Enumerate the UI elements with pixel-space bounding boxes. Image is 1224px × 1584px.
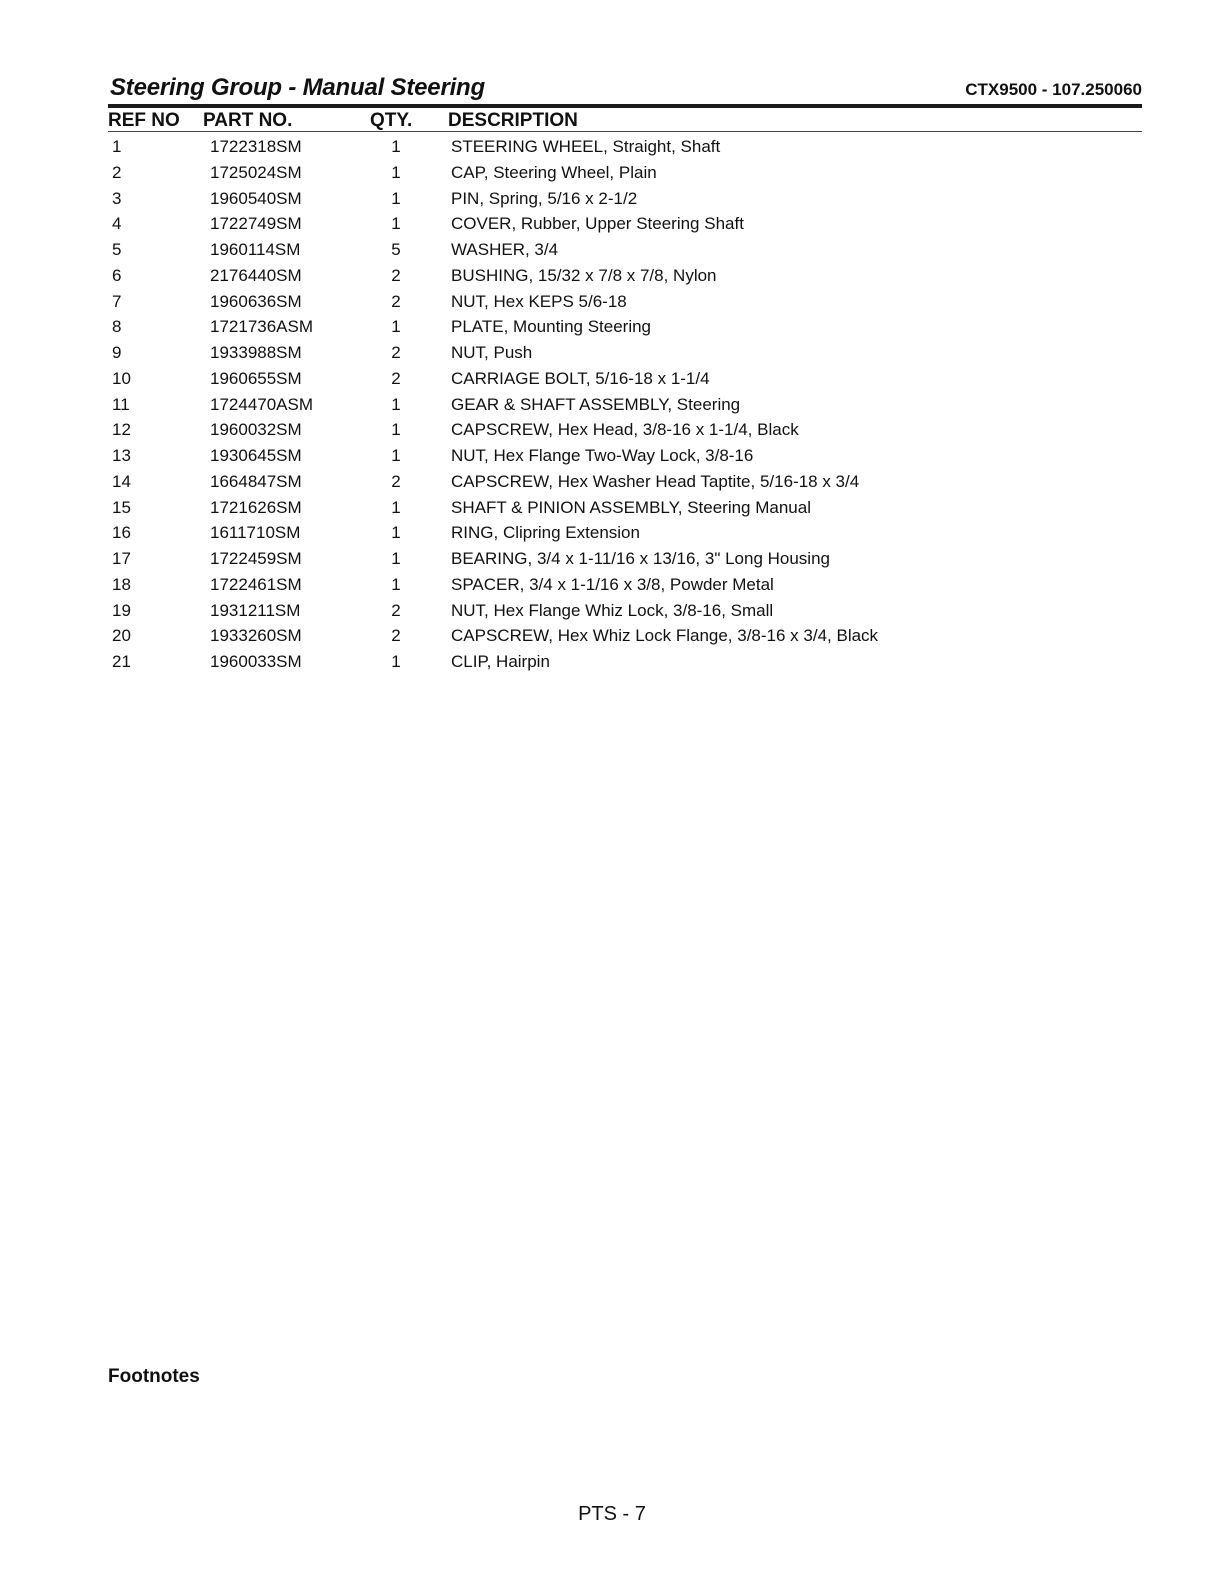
ref-no-cell: 5: [112, 240, 122, 259]
qty-cell: 2: [391, 291, 401, 311]
description-cell: CARRIAGE BOLT, 5/16-18 x 1-1/4: [451, 368, 710, 388]
table-row: [108, 137, 1142, 163]
qty-cell: 2: [391, 626, 401, 646]
description-cell: SPACER, 3/4 x 1-1/16 x 3/8, Powder Metal: [451, 574, 774, 594]
description-cell: RING, Clipring Extension: [451, 523, 640, 543]
part-no-cell: 2176440SM: [210, 265, 302, 285]
table-row: [108, 446, 1142, 472]
description-cell: BEARING, 3/4 x 1-11/16 x 13/16, 3" Long Housing: [451, 549, 830, 568]
part-no-cell: 1611710SM: [210, 523, 301, 543]
table-row: [108, 652, 1142, 678]
description-cell: NUT, Push: [451, 343, 533, 362]
ref-no-cell: 14: [112, 471, 131, 491]
table-row: [108, 498, 1142, 524]
part-no-cell: 1724470ASM: [210, 394, 314, 414]
part-no-cell: 1930645SM: [210, 446, 302, 465]
ref-no-cell: 9: [112, 343, 122, 362]
table-row: [108, 266, 1142, 292]
part-no-cell: 1960032SM: [210, 420, 302, 440]
part-no-cell: 1960655SM: [210, 368, 302, 388]
qty-cell: 2: [391, 265, 401, 285]
part-no-cell: 1933988SM: [210, 343, 302, 362]
table-row: [108, 163, 1142, 189]
qty-cell: 2: [391, 600, 401, 620]
description-cell: GEAR & SHAFT ASSEMBLY, Steering: [451, 394, 741, 414]
description-cell: CLIP, Hairpin: [451, 652, 550, 671]
table-row: [108, 240, 1142, 266]
ref-no-cell: 11: [112, 394, 130, 414]
table-row: [108, 292, 1142, 318]
ref-no-cell: 3: [112, 188, 122, 208]
part-no-cell: 1722459SM: [210, 549, 302, 568]
part-no-cell: 1933260SM: [210, 626, 302, 646]
ref-no-cell: 19: [112, 600, 131, 620]
qty-cell: 1: [391, 317, 401, 337]
description-cell: PLATE, Mounting Steering: [451, 317, 652, 337]
description-cell: CAP, Steering Wheel, Plain: [451, 162, 657, 182]
qty-cell: 1: [391, 137, 401, 156]
part-no-cell: 1721736ASM: [210, 317, 314, 337]
page-header: [108, 74, 1142, 104]
part-no-cell: 1722461SM: [210, 574, 302, 594]
ref-no-cell: 10: [112, 368, 131, 388]
table-row: [108, 369, 1142, 395]
qty-cell: 1: [391, 549, 401, 568]
table-row: [108, 214, 1142, 240]
part-no-cell: 1722318SM: [210, 137, 302, 156]
table-row: [108, 420, 1142, 446]
ref-no-cell: 17: [112, 549, 131, 568]
description-cell: NUT, Hex Flange Whiz Lock, 3/8-16, Small: [451, 600, 774, 620]
table-row: [108, 343, 1142, 369]
ref-no-cell: 2: [112, 162, 122, 182]
part-no-cell: 1960540SM: [210, 188, 302, 208]
header-rule: [108, 104, 1142, 108]
page-number: PTS - 7: [578, 1503, 646, 1525]
table-row: [108, 472, 1142, 498]
ref-no-cell: 13: [112, 446, 131, 465]
table-row: [108, 317, 1142, 343]
part-no-cell: 1721626SM: [210, 497, 302, 517]
model-number: CTX9500 - 107.250060: [965, 80, 1142, 99]
ref-no-cell: 12: [112, 420, 131, 440]
parts-table: [108, 137, 1142, 678]
qty-cell: 1: [391, 214, 401, 234]
qty-cell: 1: [391, 523, 401, 543]
description-cell: CAPSCREW, Hex Head, 3/8-16 x 1-1/4, Black: [451, 420, 799, 440]
qty-cell: 2: [391, 471, 401, 491]
description-cell: SHAFT & PINION ASSEMBLY, Steering Manual: [451, 497, 811, 517]
description-cell: NUT, Hex Flange Two-Way Lock, 3/8-16: [451, 446, 754, 465]
column-header-part: PART NO.: [203, 110, 293, 131]
table-row: [108, 549, 1142, 575]
ref-no-cell: 6: [112, 265, 122, 285]
column-header-ref: REF NO: [108, 110, 180, 131]
table-row: [108, 626, 1142, 652]
ref-no-cell: 20: [112, 626, 131, 646]
description-cell: COVER, Rubber, Upper Steering Shaft: [451, 214, 744, 234]
qty-cell: 2: [391, 368, 401, 388]
qty-cell: 1: [391, 188, 401, 208]
qty-cell: 2: [391, 343, 401, 362]
table-header: [108, 110, 1142, 132]
qty-cell: 1: [391, 574, 401, 594]
ref-no-cell: 1: [112, 137, 122, 156]
footnotes-heading: Footnotes: [108, 1366, 200, 1387]
ref-no-cell: 16: [112, 523, 131, 543]
table-row: [108, 575, 1142, 601]
description-cell: WASHER, 3/4: [451, 240, 559, 259]
description-cell: BUSHING, 15/32 x 7/8 x 7/8, Nylon: [451, 265, 717, 285]
description-cell: CAPSCREW, Hex Washer Head Taptite, 5/16-18 x 3/4: [451, 471, 860, 491]
qty-cell: 1: [391, 394, 401, 414]
table-row: [108, 189, 1142, 215]
part-no-cell: 1725024SM: [210, 162, 302, 182]
table-row: [108, 523, 1142, 549]
part-no-cell: 1960114SM: [210, 240, 301, 259]
ref-no-cell: 18: [112, 574, 131, 594]
qty-cell: 1: [391, 446, 401, 465]
ref-no-cell: 4: [112, 214, 122, 234]
column-header-rule: [108, 131, 1142, 132]
table-row: [108, 395, 1142, 421]
description-cell: CAPSCREW, Hex Whiz Lock Flange, 3/8-16 x 3/4, Black: [451, 626, 879, 646]
column-header-qty: QTY.: [370, 110, 413, 131]
description-cell: PIN, Spring, 5/16 x 2-1/2: [451, 188, 638, 208]
ref-no-cell: 15: [112, 497, 131, 517]
ref-no-cell: 7: [112, 291, 122, 311]
part-no-cell: 1960636SM: [210, 291, 302, 311]
description-cell: STEERING WHEEL, Straight, Shaft: [451, 137, 721, 156]
table-row: [108, 601, 1142, 627]
column-header-description: DESCRIPTION: [448, 110, 578, 131]
part-no-cell: 1960033SM: [210, 652, 302, 671]
section-title: Steering Group - Manual Steering: [110, 74, 485, 101]
qty-cell: 1: [391, 497, 401, 517]
ref-no-cell: 8: [112, 317, 122, 337]
qty-cell: 1: [391, 652, 401, 671]
qty-cell: 1: [391, 162, 401, 182]
ref-no-cell: 21: [112, 652, 131, 671]
part-no-cell: 1931211SM: [210, 600, 301, 620]
part-no-cell: 1664847SM: [210, 471, 302, 491]
qty-cell: 5: [391, 240, 401, 259]
description-cell: NUT, Hex KEPS 5/6-18: [451, 291, 627, 311]
part-no-cell: 1722749SM: [210, 214, 302, 234]
qty-cell: 1: [391, 420, 401, 440]
